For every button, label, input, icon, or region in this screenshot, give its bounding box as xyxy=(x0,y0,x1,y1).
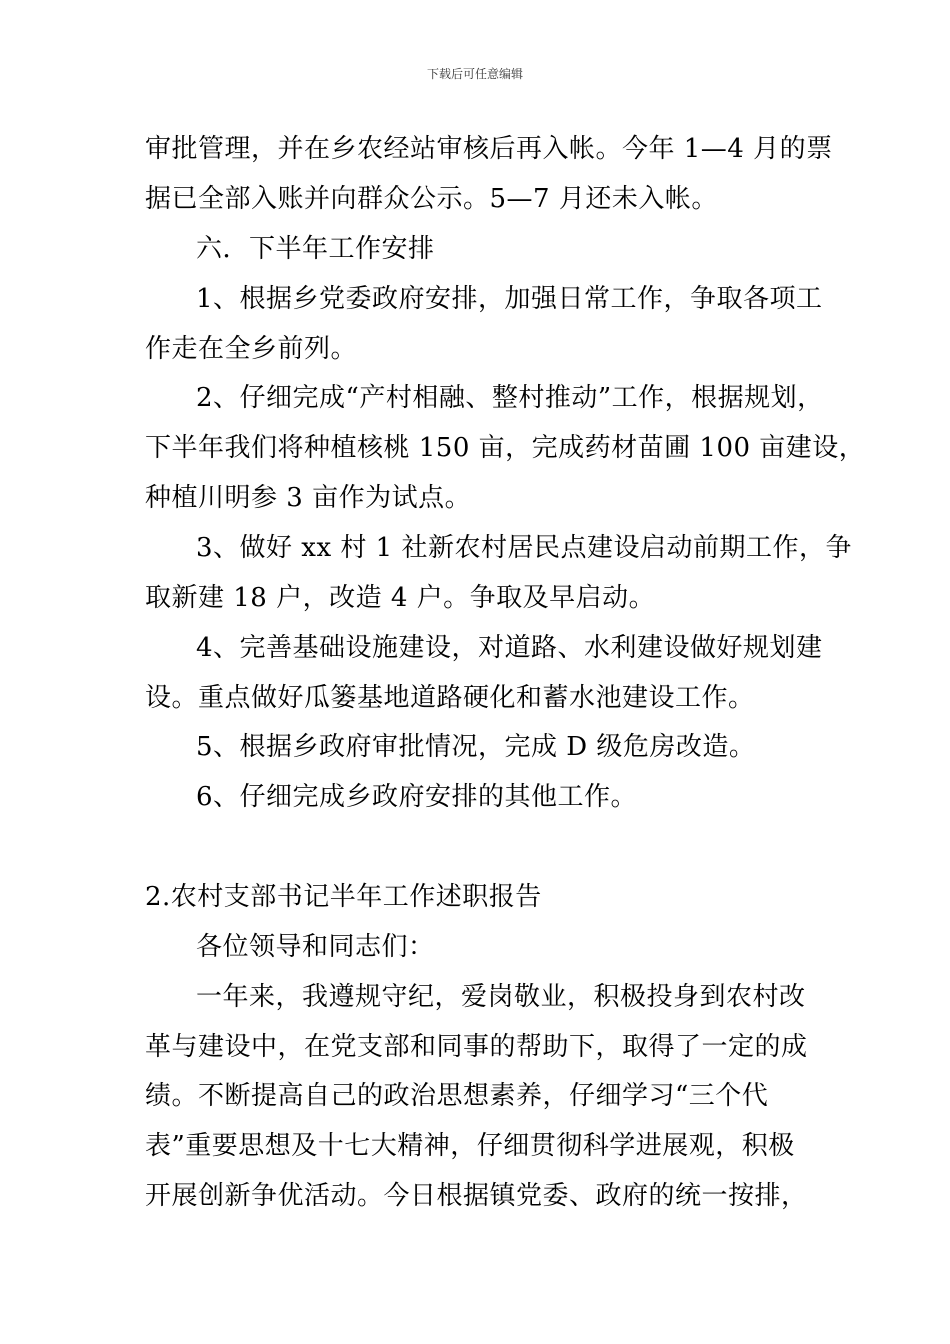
body-line: 取新建 18 户，改造 4 户。争取及早启动。 xyxy=(145,583,656,613)
body-line: 革与建设中，在党支部和同事的帮助下，取得了一定的成 xyxy=(145,1032,808,1062)
list-item: 5、根据乡政府审批情况，完成 D 级危房改造。 xyxy=(196,732,756,762)
body-line: 下半年我们将种植核桃 150 亩，完成药材苗圃 100 亩建设， xyxy=(145,433,866,463)
salutation: 各位领导和同志们： xyxy=(196,932,435,962)
body-line: 开展创新争优活动。今日根据镇党委、政府的统一按排， xyxy=(145,1181,808,1211)
list-item: 2、仔细完成“产村相融、整村推动”工作，根据规划， xyxy=(196,383,824,413)
section-heading: 六．下半年工作安排 xyxy=(196,234,435,264)
body-line: 审批管理，并在乡农经站审核后再入帐。今年 1—4 月的票 xyxy=(145,134,833,164)
body-line: 作走在全乡前列。 xyxy=(145,334,358,364)
list-item: 3、做好 xx 村 1 社新农村居民点建设启动前期工作，争 xyxy=(196,533,852,563)
body-line: 表”重要思想及十七大精神，仔细贯彻科学进展观，积极 xyxy=(145,1131,795,1161)
body-line: 据已全部入账并向群众公示。5—7 月还未入帐。 xyxy=(145,184,718,214)
body-line: 设。重点做好瓜篓基地道路硬化和蓄水池建设工作。 xyxy=(145,683,755,713)
list-item: 4、完善基础设施建设，对道路、水利建设做好规划建 xyxy=(196,633,823,663)
document-title: 2.农村支部书记半年工作述职报告 xyxy=(145,882,542,912)
body-line: 种植川明参 3 亩作为试点。 xyxy=(145,483,472,513)
body-line: 一年来，我遵规守纪，爱岗敬业，积极投身到农村改 xyxy=(196,982,806,1012)
list-item: 6、仔细完成乡政府安排的其他工作。 xyxy=(196,782,638,812)
list-item: 1、根据乡党委政府安排，加强日常工作，争取各项工 xyxy=(196,284,823,314)
body-line: 绩。不断提高自己的政治思想素养，仔细学习“三个代 xyxy=(145,1081,769,1111)
page-header: 下载后可任意编辑 xyxy=(426,67,523,81)
